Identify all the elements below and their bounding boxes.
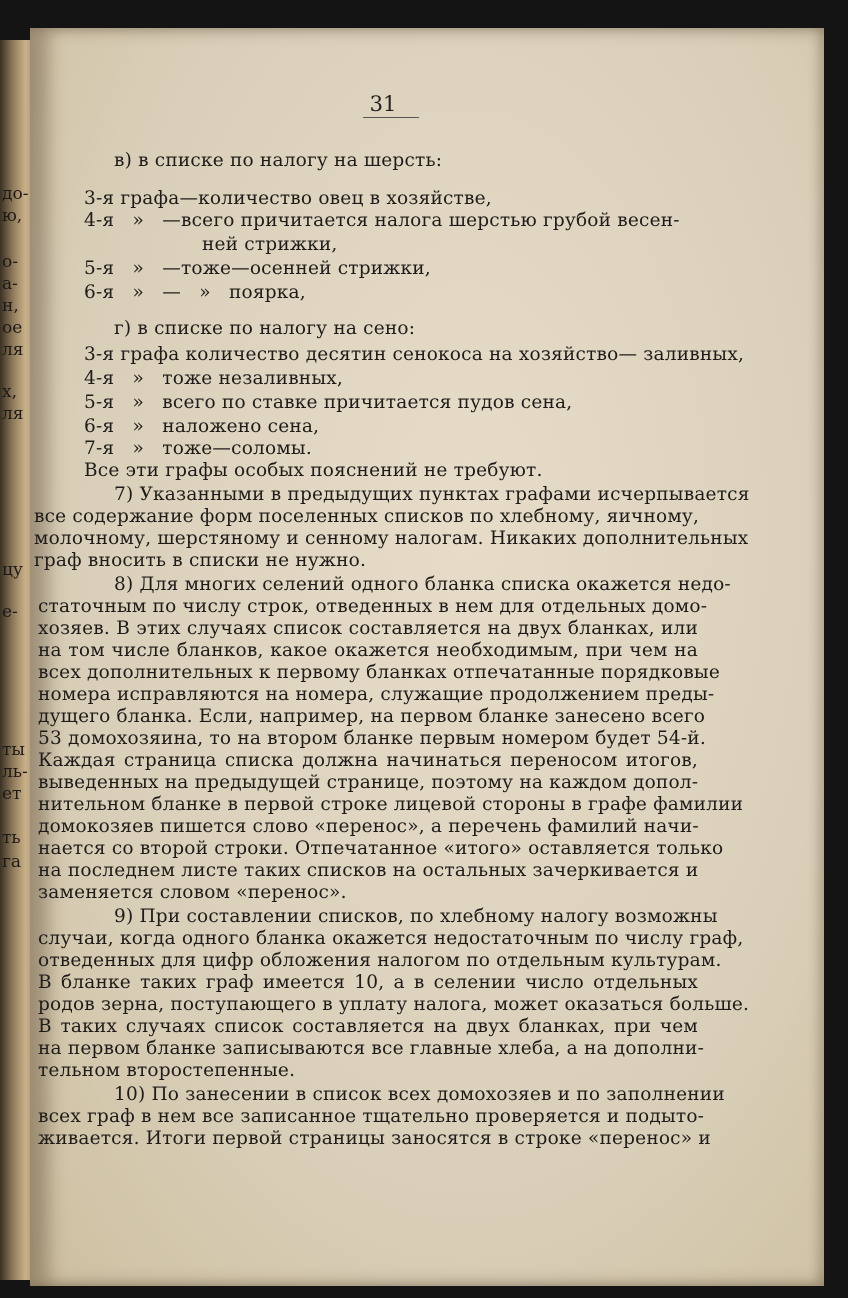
body-line: Каждая страница списка должна начинаться переносом итогов, bbox=[38, 750, 698, 771]
section-heading-hay: г) в списке по налогу на сено: bbox=[114, 318, 416, 339]
body-line: заменяется словом «перенос». bbox=[38, 882, 347, 903]
page-number: 31 bbox=[369, 92, 397, 116]
body-line: на последнем листе таких списков на остальных зачеркивается и bbox=[38, 860, 699, 881]
margin-fragment: ет bbox=[2, 784, 22, 804]
margin-fragment: ля bbox=[2, 404, 24, 424]
hay-row: 7-я » тоже—соломы. bbox=[84, 438, 312, 459]
margin-fragment: га bbox=[2, 852, 22, 872]
body-line: нается со второй строки. Отпечатанное «итого» оставляется только bbox=[38, 838, 724, 859]
wool-row: 6-я » — » поярка, bbox=[84, 282, 306, 303]
wool-row: 5-я » —тоже—осенней стрижки, bbox=[84, 258, 431, 279]
margin-fragment: ю, bbox=[2, 206, 23, 226]
body-line: 9) При составлении списков, по хлебному налогу возможны bbox=[114, 906, 718, 927]
body-line: выведенных на предыдущей странице, поэтому на каждом допол- bbox=[38, 772, 699, 793]
left-page-edge bbox=[0, 40, 32, 1280]
body-line: В бланке таких граф имеется 10, а в селении число отдельных bbox=[38, 972, 698, 993]
margin-fragment: а- bbox=[2, 274, 18, 294]
body-line: отведенных для цифр обложения налогом по отдельным культурам. bbox=[38, 950, 722, 971]
margin-fragment: цу bbox=[2, 560, 23, 580]
body-line: 10) По занесении в список всех домохозяев и по заполнении bbox=[114, 1084, 725, 1105]
body-line: хозяев. В этих случаях список составляется на двух бланках, или bbox=[38, 618, 698, 639]
margin-fragment: е- bbox=[2, 602, 18, 622]
wool-row: нeй стрижки, bbox=[202, 234, 338, 255]
margin-fragment: ль- bbox=[2, 762, 28, 782]
body-line: на первом бланке записываются все главные хлеба, а на дополни- bbox=[38, 1038, 705, 1059]
body-line: все содержание форм поселенных списков по хлебному, яичному, bbox=[34, 506, 700, 527]
body-line: тельном второстепенные. bbox=[38, 1060, 296, 1081]
hay-row: 3-я графа количество десятин сенокоса на хозяйство— заливных, bbox=[84, 344, 745, 365]
hay-row: 5-я » всего по ставке причитается пудов сена, bbox=[84, 392, 573, 413]
body-line: граф вносить в списки не нужно. bbox=[34, 550, 367, 571]
margin-fragment: ты bbox=[2, 740, 25, 760]
margin-fragment: ть bbox=[2, 828, 21, 848]
body-line: всех граф в нем все записанное тщательно проверяется и подыто- bbox=[38, 1106, 705, 1127]
body-line: Все эти графы особых пояснений не требуют. bbox=[84, 460, 543, 481]
body-line: живается. Итоги первой страницы заносятся в строке «перенос» и bbox=[38, 1128, 711, 1149]
body-line: случаи, когда одного бланка окажется недостаточным по числу граф, bbox=[38, 928, 744, 949]
wool-row: 3-я графа—количество овец в хозяйстве, bbox=[84, 188, 492, 209]
body-line: нительном бланке в первой строке лицевой стороны в графе фамилии bbox=[38, 794, 744, 815]
body-line: всех дополнительных к первому бланках отпечатанные порядковые bbox=[38, 662, 721, 683]
body-line: статочным по числу строк, отведенных в нем для отдельных домо- bbox=[38, 596, 708, 617]
body-line: 53 домохозяина, то на втором бланке первым номером будет 54-й. bbox=[38, 728, 706, 749]
body-line: дущего бланка. Если, например, на первом бланке занесено всего bbox=[38, 706, 706, 727]
margin-fragment: о- bbox=[2, 252, 18, 272]
body-line: на том числе бланков, какое окажется необходимым, при чем на bbox=[38, 640, 698, 661]
wool-row: 4-я » —всего причитается налога шерстью грубой весен- bbox=[84, 210, 680, 231]
body-line: 7) Указанными в предыдущих пунктах графами исчерпывается bbox=[114, 484, 750, 505]
margin-fragment: до- bbox=[2, 184, 29, 204]
page-number-rule bbox=[363, 117, 419, 118]
body-line: родов зерна, поступающего в уплату налога, может оказаться больше. bbox=[38, 994, 750, 1015]
margin-fragment: н, bbox=[2, 296, 19, 316]
body-line: домокозяев пишется слово «перенос», а перечень фамилий начи- bbox=[38, 816, 699, 837]
margin-fragment: ля bbox=[2, 340, 24, 360]
body-line: молочному, шерстяному и сенному налогам. Никаких дополнительных bbox=[34, 528, 749, 549]
hay-row: 6-я » наложено сена, bbox=[84, 416, 320, 437]
body-line: номера исправляются на номера, служащие продолжением преды- bbox=[38, 684, 715, 705]
body-line: 8) Для многих селений одного бланка списка окажется недо- bbox=[114, 574, 731, 595]
section-heading-wool: в) в списке по налогу на шерсть: bbox=[114, 150, 443, 171]
hay-row: 4-я » тоже незаливных, bbox=[84, 368, 343, 389]
margin-fragment: ое bbox=[2, 318, 23, 338]
margin-fragment: х, bbox=[2, 382, 17, 402]
body-line: В таких случаях список составляется на двух бланках, при чем bbox=[38, 1016, 698, 1037]
book-page bbox=[30, 28, 824, 1286]
